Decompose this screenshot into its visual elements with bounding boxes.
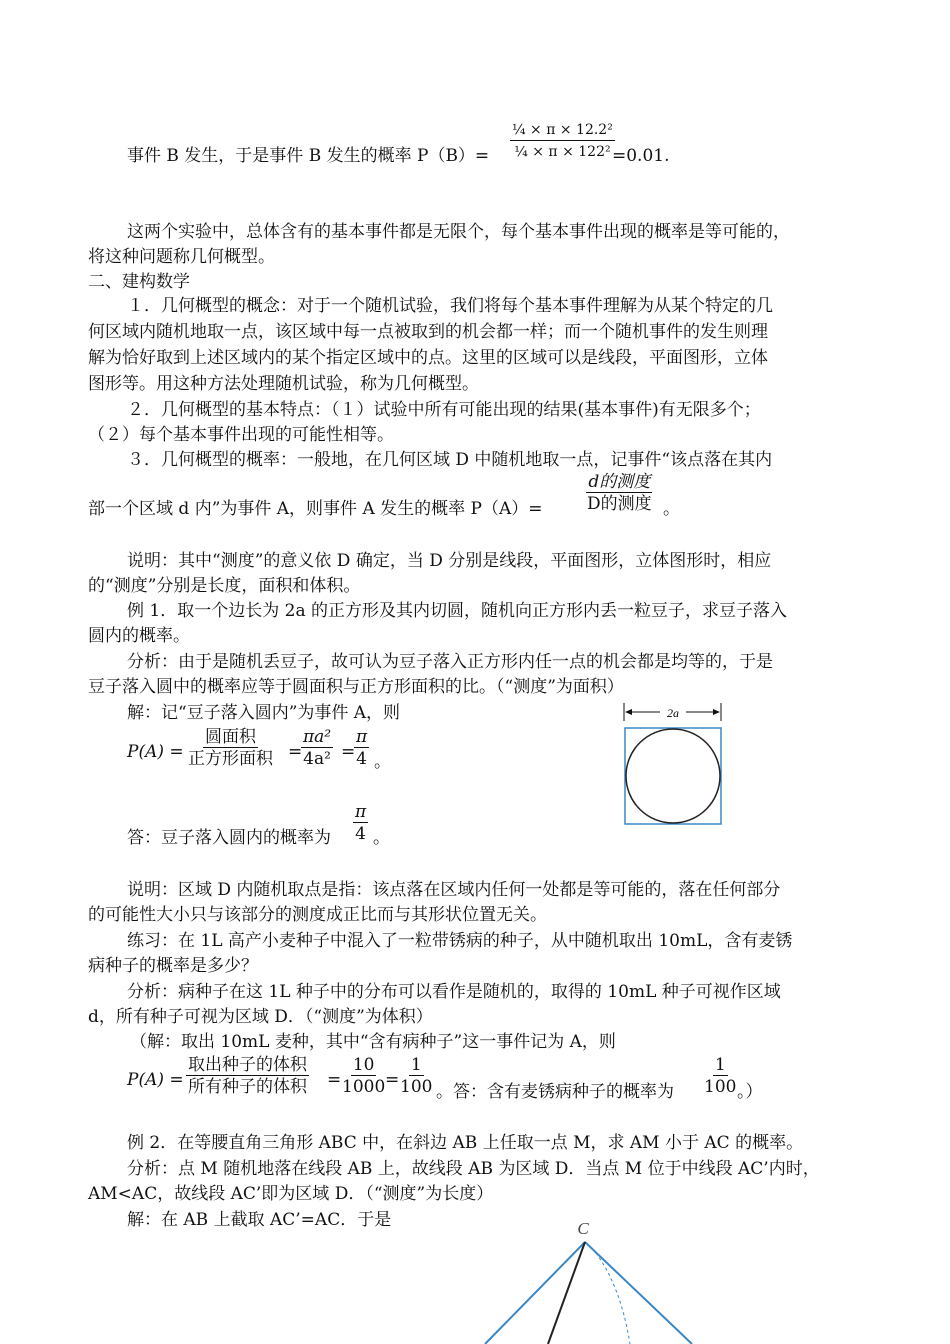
solution2-pa: P(A) = [127, 1070, 184, 1090]
concept-l1: １．几何概型的概念：对于一个随机试验，我们将每个基本事件理解为从某个特定的几 [127, 296, 773, 316]
note2-l1: 说明：区域 D 内随机取点是指：该点落在区域内任何一处都是等可能的，落在任何部分 [127, 880, 781, 900]
measure-denominator: D的测度 [587, 494, 652, 514]
answer1-text: 答：豆子落入圆内的概率为 [127, 828, 331, 848]
inscribed-circle [626, 729, 720, 823]
sol2-frac1-num: 取出种子的体积 [188, 1055, 307, 1075]
sol2-frac4-den: 100 [704, 1077, 737, 1097]
para-geometric-intro-l2: 将这种问题称几何概型。 [88, 247, 275, 267]
solution1-frac1 [186, 727, 275, 770]
note1-l1: 说明：其中“测度”的意义依 D 确定，当 D 分别是线段，平面图形，立体图形时，相应 [127, 551, 772, 571]
analysis1-l1: 分析：由于是随机丢豆子，故可认为豆子落入正方形内任一点的机会都是均等的，于是 [127, 652, 773, 672]
solution2-mid: 。答：含有麦锈病种子的概率为 [436, 1082, 674, 1102]
analysis1-l2: 豆子落入圆中的概率应等于圆面积与正方形面积的比。（“测度”为面积） [88, 677, 624, 697]
para-geometric-intro-l1: 这两个实验中，总体含有的基本事件都是无限个，每个基本事件出现的概率是等可能的， [127, 222, 790, 242]
frac2-den: 4a² [303, 749, 331, 769]
dim-label: 2a [667, 706, 679, 720]
sol2-frac2-den: 1000 [342, 1077, 386, 1097]
example2: 例 2．在等腰直角三角形 ABC 中，在斜边 AB 上任取一点 M，求 AM 小于 AC 的概率。 [127, 1133, 804, 1153]
answer1-den: 4 [355, 824, 366, 844]
side-ca [485, 1242, 585, 1344]
solution2-frac3 [398, 1055, 434, 1098]
equals-sign-2: = [341, 742, 356, 762]
sol2-equals-2: = [385, 1070, 400, 1090]
solution2-l1: （解：取出 10mL 麦种，其中“含有病种子”这一事件记为 A，则 [130, 1032, 616, 1052]
solution2-frac2 [340, 1055, 387, 1098]
concept-l3: 解为恰好取到上述区域内的某个指定区域中的点。这里的区域可以是线段，平面图形，立体 [88, 348, 768, 368]
features-l2: （２）每个基本事件出现的可能性相等。 [88, 425, 394, 445]
features-l1: ２．几何概型的基本特点：（１）试验中所有可能出现的结果(基本事件)有无限多个； [127, 400, 761, 420]
answer1-num: π [355, 802, 367, 822]
event-b-prob-text: 事件 B 发生，于是事件 B 发生的概率 P（B）= [127, 146, 490, 166]
sol2-frac2-num: 10 [352, 1055, 375, 1075]
sol2-frac3-den: 100 [400, 1077, 433, 1097]
solution1-frac2 [301, 727, 333, 770]
segment-cm [548, 1242, 585, 1344]
equals-sign: = [288, 742, 303, 762]
fraction-numerator: ¼ × π × 12.2² [510, 120, 615, 141]
section-heading: 二、建构数学 [88, 272, 190, 292]
sol2-frac4-num: 1 [714, 1055, 726, 1075]
probability-def-l2: 部一个区域 d 内”为事件 A，则事件 A 发生的概率 P（A）= [88, 499, 543, 519]
analysis3-l2: AM<AC，故线段 AC’即为区域 D．（“测度”为长度） [88, 1184, 494, 1204]
frac1-den: 正方形面积 [188, 749, 273, 769]
answer1-end: 。 [373, 828, 390, 848]
analysis2-l2: d，所有种子可视为区域 D．（“测度”为体积） [88, 1007, 433, 1027]
practice-l2: 病种子的概率是多少？ [88, 956, 258, 976]
event-b-fraction [510, 120, 615, 163]
solution2-end: 。） [737, 1082, 763, 1102]
example1-l1: 例 1．取一个边长为 2a 的正方形及其内切圆，随机向正方形内丢一粒豆子，求豆子落入 [127, 601, 787, 621]
side-cb [585, 1242, 692, 1344]
analysis3-l1: 分析：点 M 随机地落在线段 AB 上，故线段 AB 为区域 D．当点 M 位于中线段 AC’内时， [127, 1159, 820, 1179]
sol2-frac3-num: 1 [410, 1055, 422, 1075]
practice-l1: 练习：在 1L 高产小麦种子中混入了一粒带锈病的种子，从中随机取出 10mL，含有麦锈 [127, 931, 793, 951]
sol2-frac1-den: 所有种子的体积 [188, 1077, 307, 1097]
note1-l2: 的“测度”分别是长度，面积和体积。 [88, 576, 361, 596]
frac2-num: πa² [303, 727, 332, 747]
answer1-fraction [353, 802, 368, 845]
example1-l2: 圆内的概率。 [88, 626, 190, 646]
frac3-den: 4 [356, 749, 367, 769]
measure-numerator: d的测度 [588, 472, 651, 492]
probability-def-l1: ３．几何概型的概率：一般地，在几何区域 D 中随机地取一点，记事件“该点落在其内 [127, 450, 773, 470]
measure-fraction [585, 472, 654, 515]
solution2-frac1 [186, 1055, 309, 1098]
concept-l2: 何区域内随机地取一点，该区域中每一点被取到的机会都一样；而一个随机事件的发生则理 [88, 322, 768, 342]
triangle-figure [470, 1212, 710, 1344]
square-circle-figure [620, 697, 730, 829]
vertex-c-label: C [577, 1219, 589, 1238]
dim-arrow-left [625, 709, 632, 715]
event-b-result: =0.01. [612, 146, 670, 166]
fraction-denominator: ¼ × π × 122² [514, 144, 611, 160]
solution1-frac3 [354, 727, 369, 770]
dim-arrow-right [713, 709, 720, 715]
note2-l2: 的可能性大小只与该部分的测度成正比而与其形状位置无关。 [88, 905, 547, 925]
solution1-end: 。 [374, 752, 391, 772]
analysis2-l1: 分析：病种子在这 1L 种子中的分布可以看作是随机的，取得的 10mL 种子可视作区域 [127, 982, 781, 1002]
solution1-pa: P(A) = [127, 742, 184, 762]
solution1-l1: 解：记“豆子落入圆内”为事件 A，则 [127, 703, 401, 723]
frac1-num: 圆面积 [205, 727, 256, 747]
arc-dashed [592, 1248, 630, 1344]
sol2-equals-1: = [327, 1070, 342, 1090]
solution2-frac4 [702, 1055, 738, 1098]
concept-l4: 图形等。用这种方法处理随机试验，称为几何概型。 [88, 374, 479, 394]
probability-def-end: 。 [663, 499, 680, 519]
solution3: 解：在 AB 上截取 AC’=AC．于是 [127, 1210, 392, 1230]
frac3-num: π [356, 727, 368, 747]
